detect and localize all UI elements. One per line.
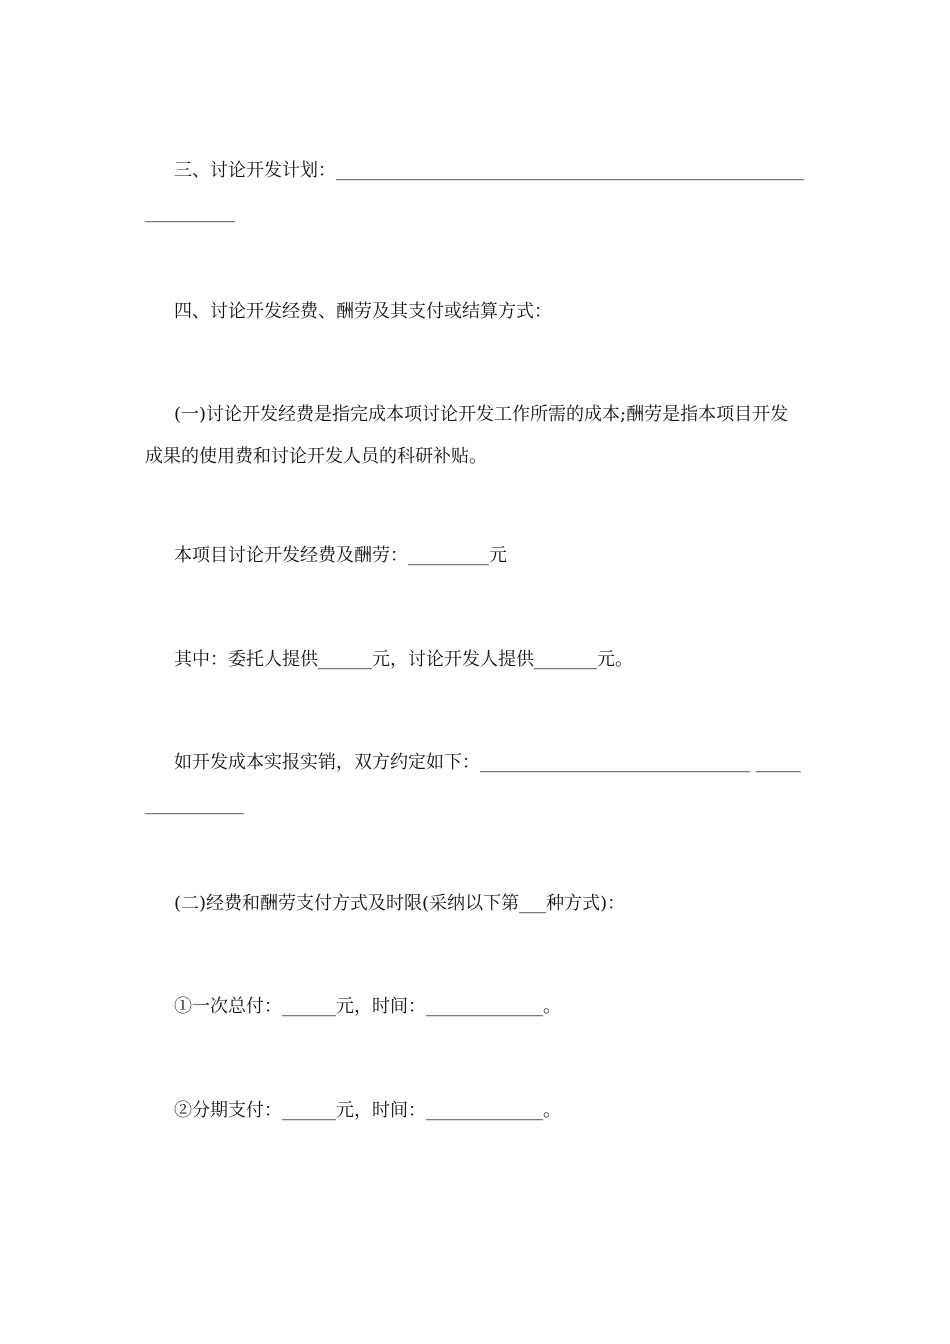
option-one-line: ①一次总付：______元，时间：_____________。 — [174, 996, 561, 1017]
total-fee-line: 本项目讨论开发经费及酬劳：_________元 — [174, 545, 507, 566]
clause-two-line: (二)经费和酬劳支付方式及时限(采纳以下第___种方式)： — [174, 893, 626, 914]
actual-cost-line: 如开发成本实报实销，双方约定如下：______________________________ ________________ — [145, 752, 801, 815]
fee-split-line: 其中：委托人提供______元，讨论开发人提供_______元。 — [174, 649, 633, 670]
section-three-heading: 三、讨论开发计划：______________________________________________________________ — [145, 160, 804, 223]
clause-one-paragraph: (一)讨论开发经费是指完成本项讨论开发工作所需的成本;酬劳是指本项目开发成果的使用费和讨论开发人员的科研补贴。 — [145, 404, 789, 467]
option-two-line: ②分期支付：______元，时间：_____________。 — [174, 1100, 561, 1121]
section-four-heading: 四、讨论开发经费、酬劳及其支付或结算方式： — [174, 301, 552, 322]
